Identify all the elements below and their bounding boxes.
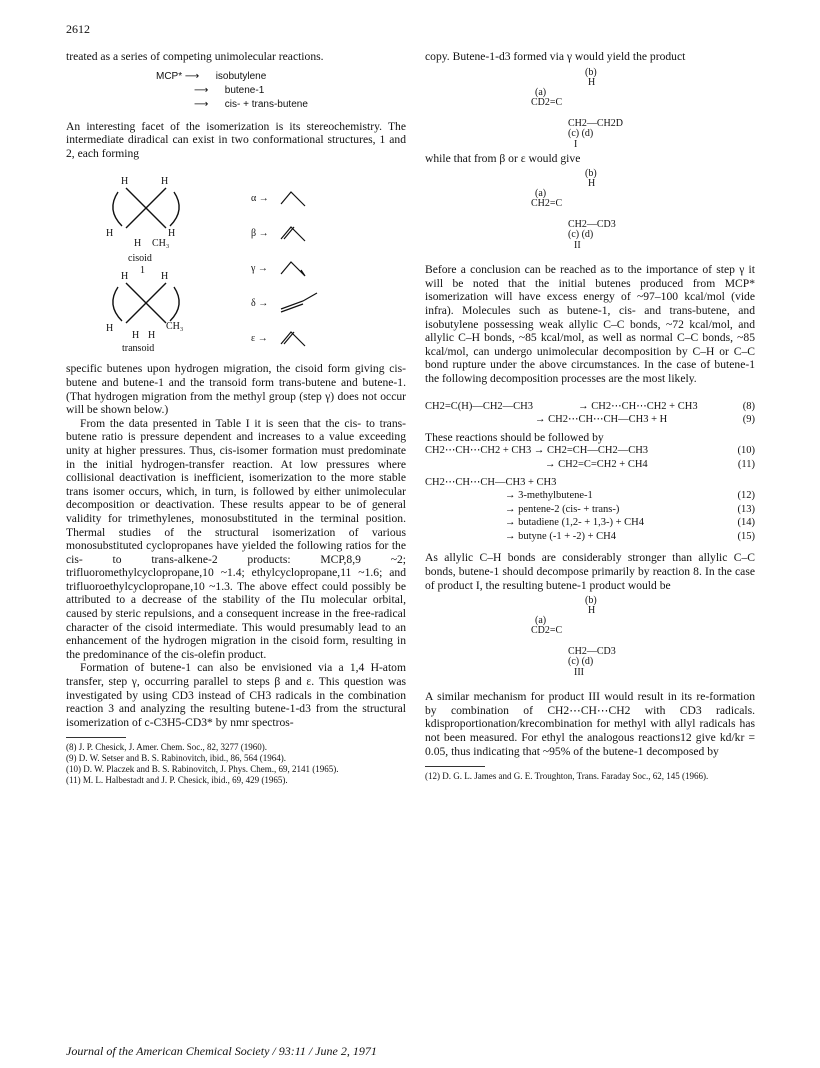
equation-text: CH2⋯CH⋯CH2 + CH3 → CH2=CH—CH2—CH3	[425, 445, 649, 457]
arrow-icon	[185, 70, 213, 84]
label-cd: (c) (d)	[568, 229, 594, 241]
equation-11	[425, 458, 755, 472]
svg-text:CH₃: CH₃	[166, 321, 184, 333]
equation-lhs: CH2=C(H)—CH2—CH3	[425, 400, 534, 412]
equation-number: (15)	[737, 530, 755, 542]
equation-number: (14)	[737, 517, 755, 529]
svg-text:H: H	[106, 323, 114, 335]
equation-number: (9)	[742, 414, 755, 426]
fragment-left: CD2=C	[531, 625, 563, 637]
equation-text: → butadiene (1,2- + 1,3-) + CH4	[505, 517, 644, 529]
footnote: (10) D. W. Placzek and B. S. Rabinovitch, J. Phys. Chem., 69, 2141 (1965).	[66, 764, 339, 775]
reaction-scheme	[156, 70, 406, 112]
structure-II	[425, 165, 755, 253]
equation-10	[425, 444, 755, 458]
paragraph: Before a conclusion can be reached as to the importance of step γ it will be noted that the initial butenes produced from MCP* isomerization will have excess energy of ~97–100 kcal/mol (vide infra). Molecules such as butene-1, cis- and trans-butene, and isobutylene possessing weak allylic C–C bonds, ~72 kcal/mol, and allylic C–H bonds, ~85 kcal/mol, as well as normal C–C bonds, ~85 kcal/mol, can undergo unimolecular decomposition by C–H or C–C bond rupture under the above circumstances. In the case of butene-1 the following decomposition processes are the most likely.	[425, 263, 755, 385]
conformer-figure	[66, 166, 406, 356]
footnote-divider	[66, 737, 126, 738]
equation-number: (10)	[737, 445, 755, 457]
svg-text:H: H	[148, 330, 156, 342]
svg-text:H: H	[132, 330, 140, 342]
path-delta: δ →	[251, 298, 269, 310]
equation-lhs: CH2⋯CH⋯CH—CH3 + CH3	[425, 476, 557, 488]
structure-number: II	[574, 240, 581, 252]
cisoid-number: 1	[140, 265, 145, 277]
structure-I	[425, 64, 755, 152]
paragraph: Formation of butene-1 can also be envisioned via a 1,4 H-atom transfer, step γ, occurring parallel to steps β and ε. This question was investigated by using CD3 instead of CH3 radicals in the combination reaction 3 and analyzing the resulting butene-1-d3 from the structural isomerization of c-C3H5-CD3* by nmr spectros-	[66, 661, 406, 729]
fragment-chain: CH2—CH2D	[568, 117, 624, 129]
equation-number: (8)	[742, 400, 755, 412]
fragment-chain: CH2—CD3	[568, 646, 616, 658]
label-cd: (c) (d)	[568, 127, 594, 139]
right-column	[425, 50, 755, 782]
equation-text: → pentene-2 (cis- + trans-)	[505, 503, 620, 515]
label-b: (b)	[585, 168, 597, 180]
fragment-left: CD2=C	[531, 96, 563, 108]
equation-block	[425, 400, 755, 427]
equation-text: → CH2=C=CH2 + CH4	[545, 458, 648, 470]
equation-9	[425, 413, 755, 427]
equation-rhs: → CH2⋯CH⋯CH2 + CH3	[578, 400, 698, 412]
atom-h: H	[588, 76, 596, 88]
path-alpha: α →	[251, 193, 269, 205]
paragraph: while that from β or ε would give	[425, 151, 581, 165]
paragraph: treated as a series of competing unimolecular reactions.	[66, 50, 324, 63]
svg-text:H: H	[161, 176, 169, 188]
transoid-label: transoid	[122, 343, 155, 355]
footnote-divider	[425, 766, 485, 767]
journal-footer: Journal of the American Chemical Society / 93:11 / June 2, 1971	[66, 1044, 377, 1058]
equation-15	[425, 530, 755, 544]
path-beta: β →	[251, 228, 269, 240]
label-a: (a)	[535, 615, 547, 627]
label-a: (a)	[535, 86, 547, 98]
fragment-left: CH2=C	[531, 198, 563, 210]
label-b: (b)	[585, 66, 597, 78]
cisoid-label: cisoid	[128, 253, 152, 265]
paragraph: A similar mechanism for product III would result in its re-formation by combination of CH2⋯CH⋯CH2 with CD3 radicals. kdisproportionation/krecombination for methyl with allyl radicals has not been measured. For ethyl the analogous reactions12 give kd/kr = 0.05, thus indicating that ~95% of the butene-1 decomposed by	[425, 690, 755, 758]
page-number: 2612	[66, 22, 90, 36]
path-gamma: γ →	[251, 263, 268, 275]
equation-number: (12)	[737, 490, 755, 502]
product: butene-1	[224, 84, 265, 96]
footnote: (9) D. W. Setser and B. S. Rabinovitch, ibid., 86, 564 (1964).	[66, 753, 286, 764]
equation-text: → butyne (-1 + -2) + CH4	[505, 530, 616, 542]
atom-h: H	[588, 605, 596, 617]
paragraph: These reactions should be followed by	[425, 430, 604, 444]
left-column	[66, 50, 406, 786]
paragraph: As allylic C–H bonds are considerably stronger than allylic C–C bonds, butene-1 should decompose primarily by reaction 8. In the case of product I, the resulting butene-1 product would be	[425, 551, 755, 592]
paragraph: From the data presented in Table I it is seen that the cis- to trans-butene ratio is pressure dependent and increases to a value exceeding unity at higher pressures. Thus, cis-isomer formation must predominate in the initial hydrogen-transfer reaction. At low pressures where collisional deactivation is inefficient, isomerization to the more stable trans isomer occurs, which, in turn, is followed by either unimolecular decomposition or deactivation. These results appear to be of general validity for trimethylenes, monosubstituted in the terminal position. Thermal studies of the structural isomerization of various monosubstituted cyclopropanes have yielded the following ratios for the cis- to trans-alkene-2 products: MCP,8,9 ~2; trifluoromethylcyclopropane,10 ~1.4; ethylcyclopropane,11 ~1.6; and trifluoroethylcyclopropane,10 ~1.3. The above effect could possibly be attributed to a decrease of the stability of the Πu molecular orbital, caused by steric repulsions, and a consequent increase in the free-radical character of the cisoid intermediate. This would presumably lead to an enhancement of the hydrogen migration in the cisoid form, resulting in the predominance of the cis-olefin product.	[66, 416, 406, 661]
label-a: (a)	[535, 188, 547, 200]
fragment-chain: CH2—CD3	[568, 219, 616, 231]
equation-text: → 3-methylbutene-1	[505, 490, 593, 502]
conformer-diagram	[66, 166, 406, 356]
footnote: (12) D. G. L. James and G. E. Troughton, Trans. Faraday Soc., 62, 145 (1966).	[425, 771, 709, 782]
svg-text:H: H	[134, 238, 142, 250]
equation-number: (11)	[737, 458, 755, 470]
svg-text:CH₃: CH₃	[152, 238, 170, 250]
atom-h: H	[588, 178, 596, 190]
footnote: (11) M. L. Halbestadt and J. P. Chesick, ibid., 69, 429 (1965).	[66, 775, 288, 786]
paragraph: An interesting facet of the isomerization is its stereochemistry. The intermediate diradical can exist in two conformational structures, 1 and 2, each forming	[66, 119, 406, 160]
product: isobutylene	[215, 70, 267, 82]
arrow-icon	[194, 84, 222, 98]
product: cis- + trans-butene	[224, 98, 308, 110]
paragraph: specific butenes upon hydrogen migration, the cisoid form giving cis-butene and butene-1 and the transoid form trans-butene and butene-1. (That hydrogen migration from the methyl group (step γ) does not occur will be shown below.)	[66, 362, 406, 417]
svg-text:H: H	[161, 271, 169, 283]
footnote: (8) J. P. Chesick, J. Amer. Chem. Soc., 82, 3277 (1960).	[66, 742, 267, 753]
svg-text:H: H	[106, 228, 114, 240]
structure-III	[425, 592, 755, 680]
structure-number: I	[574, 138, 578, 150]
equation-14	[425, 516, 755, 530]
reactant: MCP*	[156, 70, 183, 82]
equation-rhs: → CH2⋯CH⋯CH—CH3 + H	[535, 414, 668, 426]
equation-number: (13)	[737, 503, 755, 515]
arrow-icon	[194, 98, 222, 112]
equation-13	[425, 503, 755, 517]
path-epsilon: ε →	[251, 333, 268, 345]
paragraph: copy. Butene-1-d3 formed via γ would yield the product	[425, 50, 686, 63]
label-cd: (c) (d)	[568, 656, 594, 668]
equation-8	[425, 400, 755, 414]
structure-number: III	[574, 667, 584, 679]
svg-text:H: H	[168, 228, 176, 240]
equation-12	[425, 489, 755, 503]
equation-block	[425, 444, 755, 543]
svg-text:H: H	[121, 176, 129, 188]
svg-text:H: H	[121, 271, 129, 283]
label-b: (b)	[585, 595, 597, 607]
